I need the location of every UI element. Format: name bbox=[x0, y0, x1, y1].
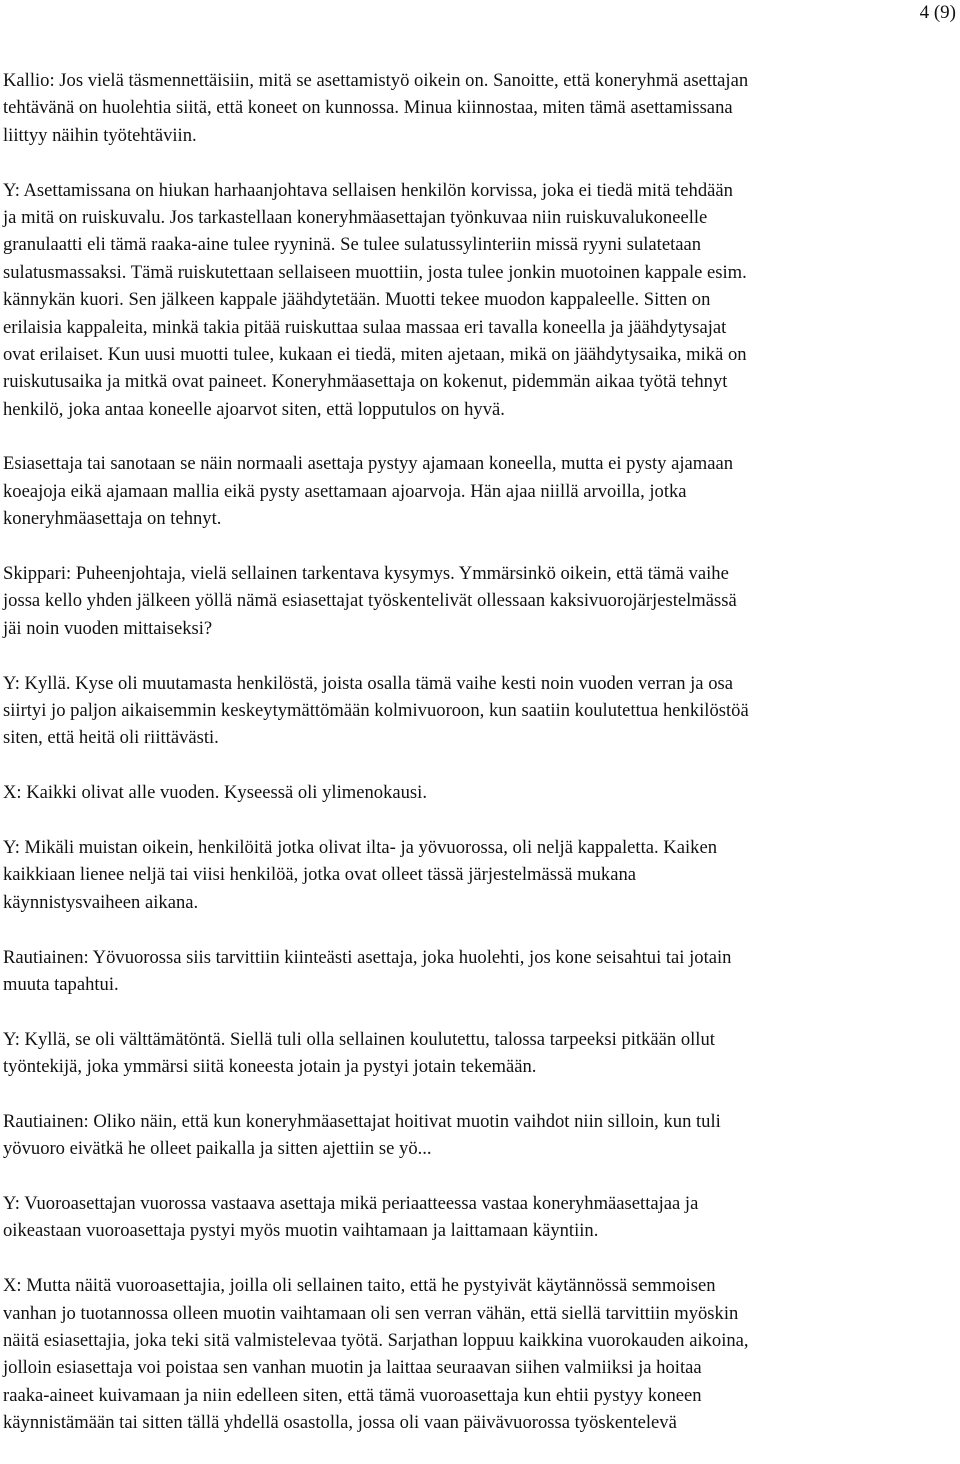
paragraph-rautiainen-question-mould bbox=[3, 1108, 955, 1163]
text-line: oikeastaan vuoroasettaja pystyi myös muotin vaihtamaan ja laittamaan käyntiin. bbox=[3, 1220, 599, 1242]
text-line: henkilö, joka antaa koneelle ajoarvot siten, että lopputulos on hyvä. bbox=[3, 398, 505, 420]
text-line: siirtyi jo paljon aikaisemmin keskeytymättömään kolmivuoroon, kun saatiin koulutettua henkilöstöä bbox=[3, 699, 749, 721]
text-line: ovat erilaiset. Kun uusi muotti tulee, kukaan ei tiedä, miten ajetaan, mikä on jäähdytysaika, mikä on bbox=[3, 343, 747, 365]
paragraph-x-shift-setters bbox=[3, 1272, 955, 1436]
text-line: Y: Mikäli muistan oikein, henkilöitä jotka olivat ilta- ja yövuorossa, oli neljä kappaletta. Kaiken bbox=[3, 836, 717, 858]
text-line: liittyy näihin työtehtäviin. bbox=[3, 124, 197, 146]
text-line: muuta tapahtui. bbox=[3, 973, 119, 995]
text-line: Rautiainen: Yövuorossa siis tarvittiin kiinteästi asettaja, joka huolehti, jos kone seisahtui tai jotain bbox=[3, 946, 732, 968]
text-line: tehtävänä on huolehtia siitä, että koneet on kunnossa. Minua kiinnostaa, miten tämä asettamissana bbox=[3, 97, 733, 119]
text-line: koeajoja eikä ajamaan mallia eikä pysty asettamaan ajoarvoja. Hän ajaa niillä arvoilla, jotka bbox=[3, 480, 687, 502]
text-line: työntekijä, joka ymmärsi siitä koneesta jotain ja pystyi jotain tekemään. bbox=[3, 1056, 537, 1078]
paragraph-y-answer-necessary bbox=[3, 1026, 955, 1081]
text-line: vanhan jo tuotannossa olleen muotin vaihtamaan oli sen verran vähän, että siellä tarvittiin myöskin bbox=[3, 1302, 739, 1324]
text-line: jolloin esiasettaja voi poistaa sen vanhan muotin ja laittaa seuraavan siihen valmiiksi ja hoitaa bbox=[3, 1357, 702, 1379]
text-line: koneryhmäasettaja on tehnyt. bbox=[3, 508, 222, 530]
paragraph-esiasettaja bbox=[3, 450, 955, 532]
text-line: erilaisia kappaleita, minkä takia pitää ruiskuttaa sulaa massaa eri tavalla koneella ja jäähdytysajat bbox=[3, 316, 727, 338]
paragraph-y-answer-shift-setter bbox=[3, 1190, 955, 1245]
text-line: Y: Asettamissana on hiukan harhaanjohtava sellaisen henkilön korvissa, joka ei tiedä mitä tehdään bbox=[3, 179, 733, 201]
text-line: käynnistysvaiheen aikana. bbox=[3, 891, 199, 913]
text-line: jossa kello yhden jälkeen yöllä nämä esiasettajat työskentelivät ollessaan kaksivuorojärjestelmässä bbox=[3, 590, 737, 612]
text-line: Y: Kyllä, se oli välttämätöntä. Siellä tuli olla sellainen koulutettu, talossa tarpeeksi pitkään ollut bbox=[3, 1028, 715, 1050]
paragraph-kallio-question bbox=[3, 67, 955, 149]
text-line: kaikkiaan lienee neljä tai viisi henkilöä, jotka ovat olleet tässä järjestelmässä mukana bbox=[3, 864, 637, 886]
paragraph-x-statement bbox=[3, 779, 955, 806]
text-line: ruiskutusaika ja mitkä ovat paineet. Koneryhmäasettaja on kokenut, pidemmän aikaa työtä tehnyt bbox=[3, 371, 728, 393]
paragraph-y-answer-injection-moulding bbox=[3, 177, 955, 424]
paragraph-skippari-question bbox=[3, 560, 955, 642]
text-line: Skippari: Puheenjohtaja, vielä sellainen tarkentava kysymys. Ymmärsinkö oikein, että tämä vaihe bbox=[3, 563, 729, 585]
text-line: Kallio: Jos vielä täsmennettäisiin, mitä se asettamistyö oikein on. Sanoitte, että koneryhmä asettajan bbox=[3, 70, 749, 91]
document-body bbox=[3, 67, 955, 1464]
text-line: X: Mutta näitä vuoroasettajia, joilla oli sellainen taito, että he pystyivät käytännössä semmoisen bbox=[3, 1275, 716, 1297]
paragraph-y-answer-yes bbox=[3, 670, 955, 752]
text-line: ja mitä on ruiskuvalu. Jos tarkastellaan koneryhmäasettajan työnkuvaa niin ruiskuvalukoneelle bbox=[3, 206, 708, 228]
text-line: yövuoro eivätkä he olleet paikalla ja sitten ajettiin se yö... bbox=[3, 1138, 432, 1160]
text-line: Y: Vuoroasettajan vuorossa vastaava asettaja mikä periaatteessa vastaa koneryhmäasettajaa ja bbox=[3, 1193, 699, 1215]
paragraph-rautiainen-question-night bbox=[3, 944, 955, 999]
text-line: käynnistämään tai sitten tällä yhdellä osastolla, jossa oli vaan päivävuorossa työskentelevä bbox=[3, 1412, 677, 1434]
text-line: raaka-aineet kuivamaan ja niin edelleen siten, että tämä vuoroasettaja kun ehtii pystyy koneen bbox=[3, 1384, 702, 1406]
text-line: Y: Kyllä. Kyse oli muutamasta henkilöstä, joista osalla tämä vaihe kesti noin vuoden verran ja osa bbox=[3, 672, 733, 694]
text-line: Esiasettaja tai sanotaan se näin normaali asettaja pystyy ajamaan koneella, mutta ei pysty ajamaan bbox=[3, 453, 734, 475]
text-line: X: Kaikki olivat alle vuoden. Kyseessä oli ylimenokausi. bbox=[3, 782, 427, 804]
text-line: näitä esiasettajia, joka teki sitä valmistelevaa työtä. Sarjathan loppuu kaikkina vuorokauden aikoina, bbox=[3, 1329, 749, 1351]
text-line: granulaatti eli tämä raaka-aine tulee ryyninä. Se tulee sulatussylinteriin missä ryyni sulatetaan bbox=[3, 234, 702, 256]
text-line: sulatusmassaksi. Tämä ruiskutettaan sellaiseen muottiin, josta tulee jonkin muotoinen kappale esim. bbox=[3, 261, 747, 283]
text-line: jäi noin vuoden mittaiseksi? bbox=[3, 617, 213, 639]
text-line: Rautiainen: Oliko näin, että kun koneryhmäasettajat hoitivat muotin vaihdot niin silloin, kun tuli bbox=[3, 1110, 721, 1132]
paragraph-y-answer-persons bbox=[3, 834, 955, 916]
text-line: kännykän kuori. Sen jälkeen kappale jäähdytetään. Muotti tekee muodon kappaleelle. Sitten on bbox=[3, 289, 711, 311]
page-number: 4 (9) bbox=[919, 2, 956, 23]
text-line: siten, että heitä oli riittävästi. bbox=[3, 727, 219, 749]
